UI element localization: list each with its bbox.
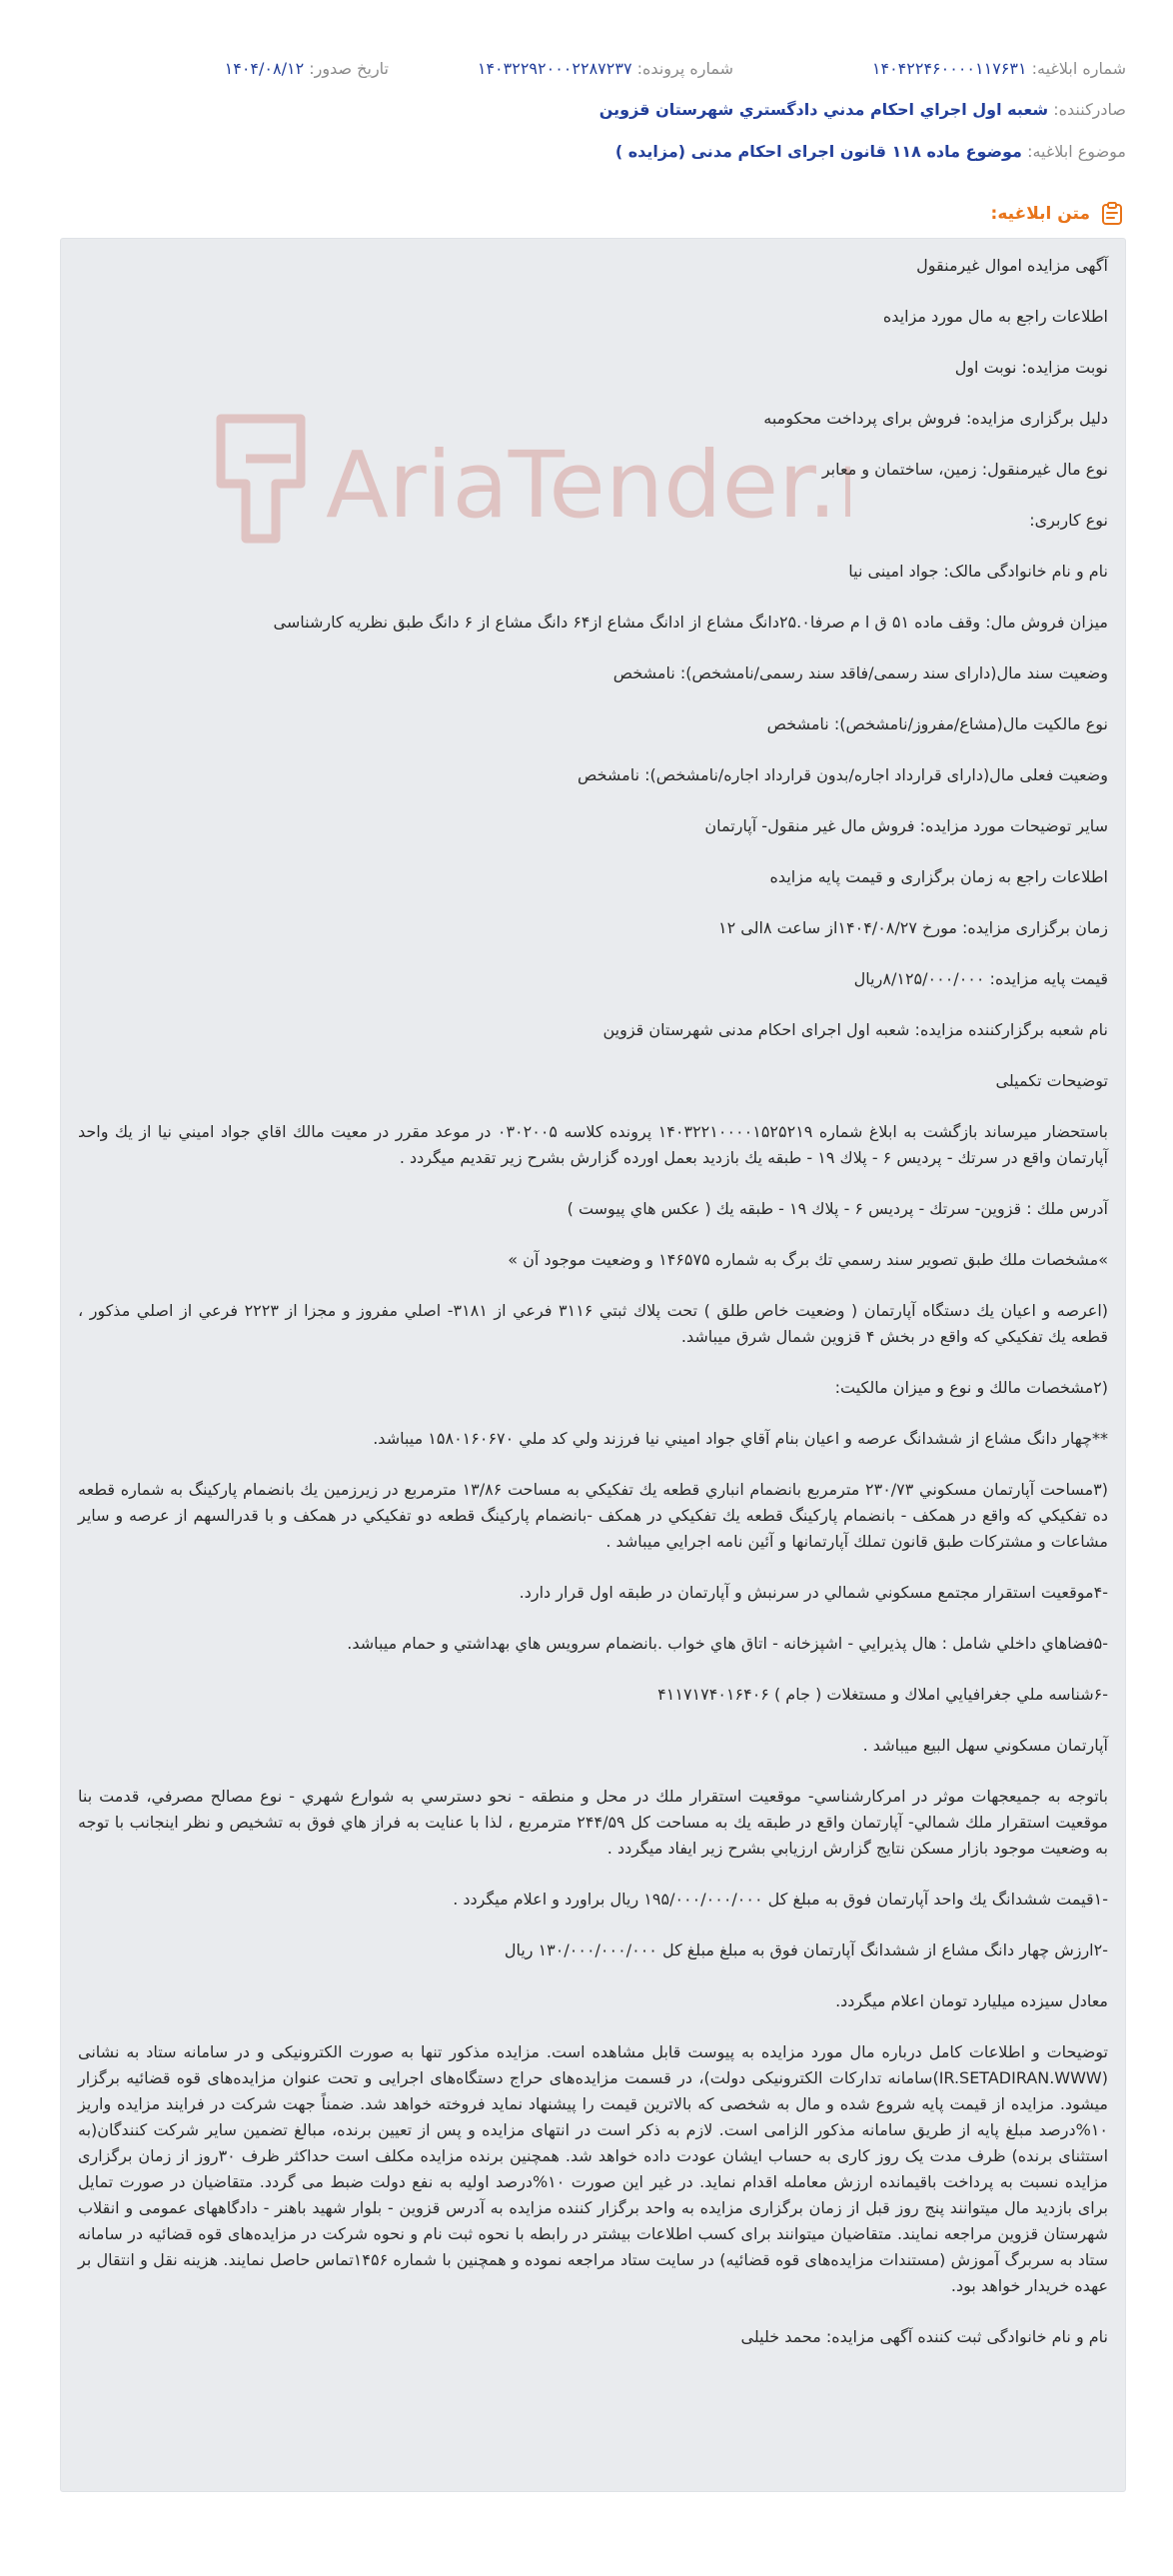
notice-paragraph: اطلاعات راجع به زمان برگزاری و قیمت پایه مزایده [769,867,1108,886]
notice-paragraph: سایر توضیحات مورد مزایده: فروش مال غیر منقول- آپارتمان [704,816,1108,835]
notice-paragraph: آدرس ملك : قزوين- سرتك - پرديس ۶ - پلاك ۱۹ - طبقه يك ( عكس هاي پيوست ) [567,1199,1108,1218]
notice-paragraph: »مشخصات ملك طبق تصوير سند رسمي تك برگ به شماره ۱۴۶۵۷۵ و وضعيت موجود آن » [508,1250,1108,1269]
notice-number-value: ۱۴۰۴۲۲۴۶۰۰۰۰۱۱۷۶۳۱ [871,59,1027,78]
notice-paragraph: -۴موقعيت استقرار مجتمع مسكوني شمالي در سرنبش و آپارتمان در طبقه اول قرار دارد. [519,1583,1108,1602]
issuer-row [47,98,1126,122]
issuer-label: صادرکننده: [1053,100,1126,119]
notice-paragraph: آپارتمان مسكوني سهل البيع ميباشد . [862,1736,1108,1755]
notice-paragraph: (۳مساحت آپارتمان مسكوني ۲۳۰/۷۳ مترمربع بانضمام انباري قطعه يك تفكيكي به مساحت ۱۳/۸۶ مترمربع در زيرزمين يك بانضمام پاركينگ به شماره قطعه ده تفكيكي كه واقع در همكف - بانضمام پاركينگ قطعه يك تفكيكي در همكف -بانضمام پاركينگ قطعه دو تفكيكي در همكف و با قدرالسهم از عرصه و ساير مشاعات و مشتركات طبق قانون تملك آپارتمانها و آئين نامه اجرايي ميباشد . [78,1480,1109,1551]
notice-paragraph: -۱قيمت ششدانگ يك واحد آپارتمان فوق به مبلغ كل ۱۹۵/۰۰۰/۰۰۰/۰۰۰ ريال براورد و اعلام ميگردد . [453,1890,1108,1909]
case-number [478,57,733,81]
notice-paragraph: نام و نام خانوادگی مالک: جواد امینی نیا [848,562,1108,581]
notice-meta-row [47,57,1126,81]
notice-paragraph: **چهار دانگ مشاع از ششدانگ عرصه و اعيان بنام آقاي جواد اميني نيا فرزند ولي كد ملي ۱۵۸۰۱۶۰۶۷۰ ميباشد. [373,1429,1108,1448]
issue-date [225,57,389,81]
notice-number-label: شماره ابلاغیه: [1031,59,1126,78]
subject-value: موضوع ماده ۱۱۸ قانون اجرای احکام مدنی (مزایده ) [614,142,1022,161]
notice-paragraph: آگهی مزایده اموال غیرمنقول [916,256,1108,275]
notice-paragraph: -۶شناسه ملي جغرافيايي املاك و مستغلات ( جام ) ۴۱۱۷۱۷۴۰۱۶۴۰۶ [657,1685,1108,1704]
notice-paragraph: (۲مشخصات مالك و نوع و ميزان مالكيت: [834,1378,1108,1397]
notice-paragraph: (اعرصه و اعيان يك دستگاه آپارتمان ( وضعيت خاص طلق ) تحت پلاك ثبتي ۳۱۱۶ فرعي از ۳۱۸۱- اصلي مفروز و مجزا از ۲۲۲۳ فرعي از اصلي مذكور ، قطعه يك تفكيكي كه واقع در بخش ۴ قزوين شمال شرق ميباشد. [78,1301,1108,1346]
notice-body [78,253,1108,2375]
notice-paragraph: توضیحات تکمیلی [995,1071,1108,1090]
subject-row [47,140,1126,164]
notice-paragraph: میزان فروش مال: وقف ماده ۵۱ ق ا م صرفا۲۵.۰دانگ مشاع از ادانگ مشاع از۶۴ دانگ مشاع از ۶ دانگ طبق نظریه کارشناسی [273,613,1108,632]
notice-paragraph: باتوجه به جميعجهات موثر در امركارشناسي- موقعيت استقرار ملك در محل و منطقه - نحو دسترسي به شوارع شهري - نوع مصالح مصرفي، قدمت بنا موقعيت استقرار ملك شمالي- آپارتمان واقع در طبقه يك به مساحت كل ۲۴۴/۵۹ مترمربع ، لذا با عنايت به فراز هاي فوق به تشخيص و نظر اينجانب با توجه به وضعيت موجود بازار مسكن نتايج گزارش ارزيابي بشرح زير ايفاد ميگردد . [78,1787,1109,1858]
subject-label: موضوع ابلاغیه: [1027,142,1126,161]
notice-paragraph: قیمت پایه مزایده: ۸/۱۲۵/۰۰۰/۰۰۰ریال [853,969,1108,988]
notice-content-box [60,238,1126,2492]
notice-paragraph: -۵فضاهاي داخلي شامل : هال پذيرايي - اشپزخانه - اتاق هاي خواب .بانضمام سرويس هاي بهداشتي و حمام ميباشد. [347,1634,1108,1653]
notice-paragraph: زمان برگزاری مزایده: مورخ ۱۴۰۴/۰۸/۲۷از ساعت ۸الی ۱۲ [718,918,1108,937]
notice-paragraph: نوع مال غیرمنقول: زمین، ساختمان و معابر [821,460,1108,479]
notice-paragraph: توضیحات و اطلاعات کامل درباره مال مورد مزایده به پیوست قابل مشاهده است. مزایده مذکور تنها به صورت الکترونیکی و در سامانه ستاد به نشانی (IR.SETADIRAN.WWW)سامانه تدارکات الکترونیکی دولت)، در قسمت مزایده‌های حراج دستگاه‌های اجرایی و تحت عنوان مزایده‌های قوه قضائیه برگزار میشود. مزایده از قیمت پایه شروع شده و مال به شخصی که بالاترین قیمت را پیشنهاد نماید فروخته خواهد شد. ضمناً جهت شرکت در فرایند مزایده واریز ۱۰%درصد مبلغ پایه از طریق سامانه مذکور الزامی است. لازم به ذکر است در انتهای مزایده و پس از تعیین برنده، مبالغ تضمین سایر شرکت کنندگان(به استثنای برنده) ظرف مدت یک روز کاری به حساب ایشان عودت داده خواهد شد. همچنین برنده مزایده مکلف است حداکثر ظرف ۳۰روز از زمان برگزاری مزایده نسبت به پرداخت باقیمانده ارزش معامله اقدام نماید. در غیر این صورت ۱۰%درصد اولیه به نفع دولت ضبط می گردد. متقاضیان در صورت تمایل برای بازدید مال میتوانند پنج روز قبل از زمان برگزاری مزایده به واحد برگزار کننده مزایده به آدرس قزوین - بلوار شهید باهنر - دادگاههای عمومی و انقلاب شهرستان قزوین مراجعه نمایند. متقاضیان میتوانند برای کسب اطلاعات بیشتر در رابطه با نحوه ثبت نام و نحوه شرکت در مزایده‌های قوه قضائیه در سامانه ستاد به سربرگ آموزش (مستندات مزایده‌های قوه قضائیه) در سایت ستاد مراجعه نموده و همچنین با شماره ۱۴۵۶تماس حاصل نمایند. هزینه نقل و انتقال بر عهده خریدار خواهد بود. [78,2042,1109,2295]
notice-paragraph: -۲ارزش چهار دانگ مشاع از ششدانگ آپارتمان فوق به مبلغ مبلغ كل ۱۳۰/۰۰۰/۰۰۰/۰۰۰ ريال [504,1940,1108,1959]
issue-date-label: تاریخ صدور: [309,59,389,78]
case-number-value: ۱۴۰۳۲۲۹۲۰۰۰۲۲۸۷۲۳۷ [477,59,632,78]
section-title [991,200,1126,228]
notice-paragraph: نام شعبه برگزارکننده مزایده: شعبه اول اجرای احکام مدنی شهرستان قزوین [602,1020,1108,1039]
notice-paragraph: نوع مالکیت مال(مشاع/مفروز/نامشخص): نامشخص [766,714,1108,733]
watermark-text: AriaTender. [326,432,837,539]
notice-paragraph: اطلاعات راجع به مال مورد مزایده [882,307,1108,326]
notice-paragraph: نام و نام خانوادگی ثبت کننده آگهی مزایده: محمد خلیلی [740,2327,1108,2346]
case-number-label: شماره پرونده: [636,59,733,78]
notice-paragraph: وضعیت فعلی مال(دارای قرارداد اجاره/بدون قرارداد اجاره/نامشخص): نامشخص [577,765,1108,784]
notice-paragraph: نوع کاربری: [1029,511,1108,530]
section-title-text: متن ابلاغیه: [990,204,1090,224]
notice-paragraph: باستحضار ميرساند بازگشت به ابلاغ شماره ۱۴۰۳۲۲۱۰۰۰۰۱۵۲۵۲۱۹ پرونده كلاسه ۰۳۰۲۰۰۵ در موعد مقرر در معيت مالك اقاي جواد اميني نيا از يك واحد آپارتمان واقع در سرتك - پرديس ۶ - پلاك ۱۹ - طبقه يك بازديد بعمل اورده گزارش بشرح زير تقديم ميگردد . [78,1122,1109,1167]
notice-number [872,57,1126,81]
notice-paragraph: معادل سيزده ميليارد تومان اعلام ميگردد. [835,1991,1108,2010]
issuer-value: شعبه اول اجراي احكام مدني دادگستري شهرستان قزوين [598,100,1049,119]
notice-paragraph: وضعیت سند مال(دارای سند رسمی/فاقد سند رسمی/نامشخص): نامشخص [612,663,1108,682]
notice-paragraph: نوبت مزایده: نوبت اول [954,358,1108,377]
notice-paragraph: دلیل برگزاری مزایده: فروش برای پرداخت محکومبه [763,409,1108,428]
document-icon [1100,201,1126,227]
issue-date-value: ۱۴۰۴/۰۸/۱۲ [224,59,305,78]
